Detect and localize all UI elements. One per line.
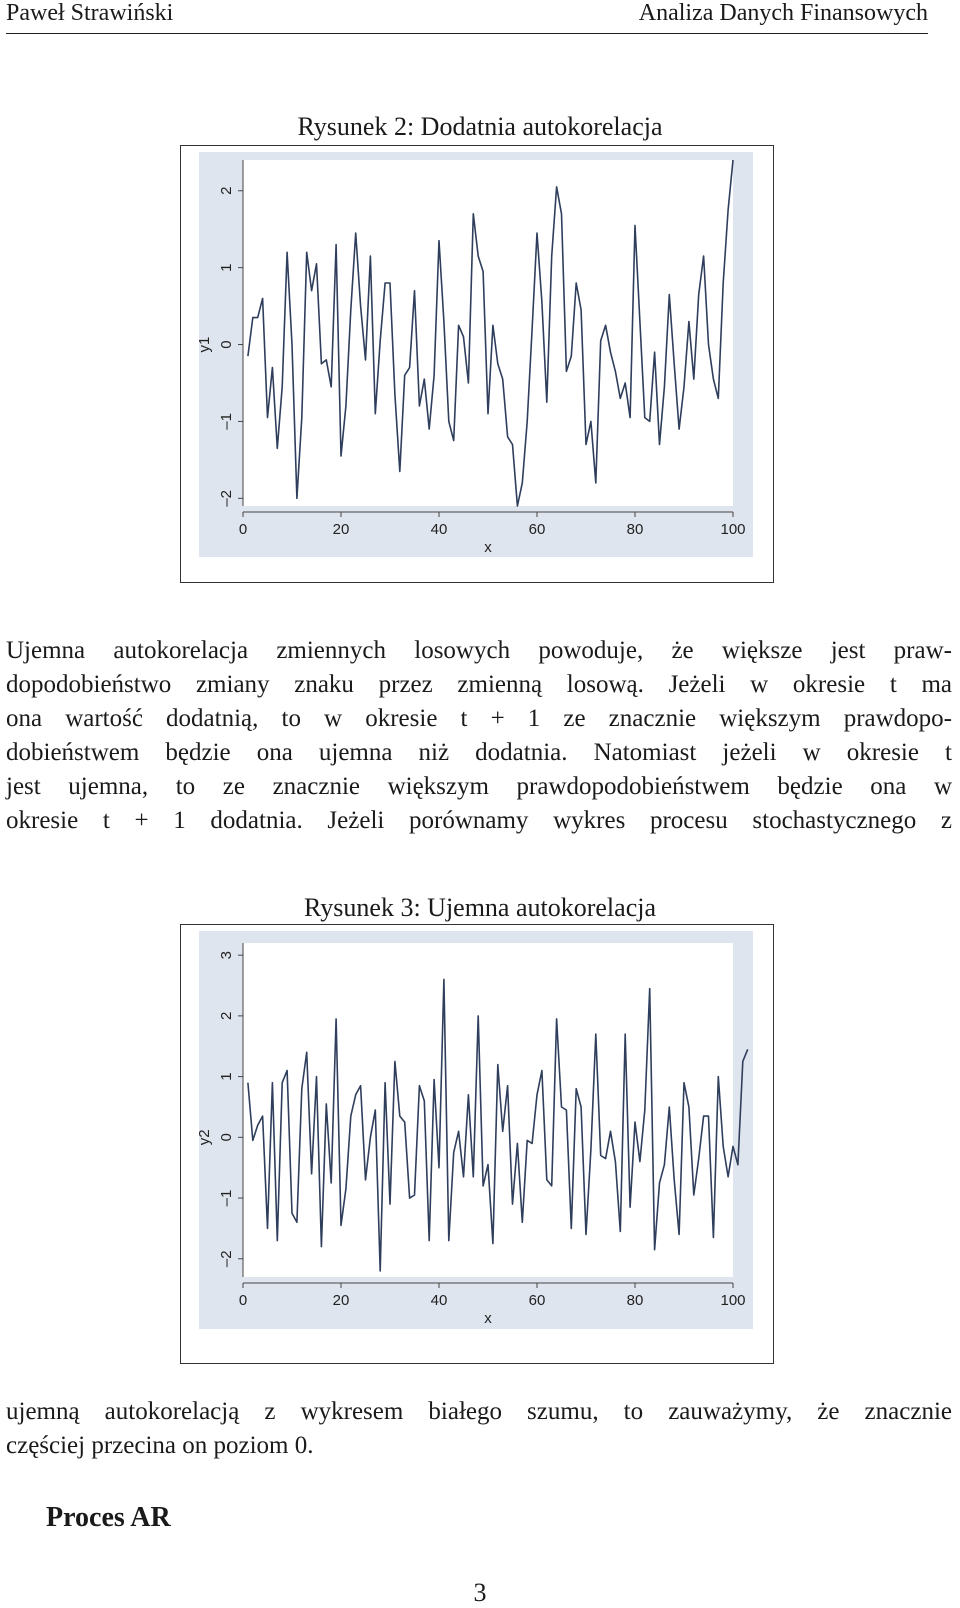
plot-area (243, 943, 733, 1277)
header-author: Paweł Strawiński (6, 0, 174, 26)
x-tick-label: 20 (332, 521, 350, 538)
paragraph-1-line: dopodobieństwo zmiany znaku przez zmienną losową. Jeżeli w okresie t ma (6, 671, 952, 698)
y-axis-label: y2 (196, 1129, 213, 1146)
x-tick-label: 80 (626, 521, 644, 538)
y-tick-label: 1 (218, 263, 235, 272)
y-tick-label: –2 (218, 1250, 235, 1268)
y-tick-label: –2 (218, 489, 235, 507)
paragraph-2-line: ujemną autokorelacją z wykresem białego szumu, to zauważymy, że znacznie (6, 1398, 952, 1425)
y-tick-label: 0 (218, 340, 235, 349)
y-tick-label: 2 (218, 1011, 235, 1021)
figure-3 (180, 924, 774, 1364)
paragraph-1-line: jest ujemna, to ze znacznie większym prawdopodobieństwem będzie ona w (6, 773, 952, 800)
x-tick-label: 100 (720, 521, 746, 538)
y-axis-label: y1 (196, 336, 213, 353)
paragraph-2 (6, 1395, 952, 1463)
y-tick-label: 2 (218, 186, 235, 195)
figure-2-caption: Rysunek 2: Dodatnia autokorelacja (297, 112, 663, 141)
page-number: 3 (473, 1578, 487, 1607)
x-tick-label: 60 (528, 1292, 546, 1309)
figure-2-chart (181, 146, 772, 581)
x-axis-label: x (484, 539, 492, 556)
x-tick-label: 40 (430, 521, 448, 538)
header-course: Analiza Danych Finansowych (638, 0, 928, 26)
figure-3-chart (181, 925, 772, 1362)
x-tick-label: 100 (720, 1292, 746, 1309)
x-tick-label: 60 (528, 521, 546, 538)
y-tick-label: –1 (218, 1189, 235, 1207)
x-tick-label: 20 (332, 1292, 350, 1309)
x-tick-label: 0 (238, 521, 248, 538)
x-axis-label: x (484, 1310, 492, 1327)
x-tick-label: 40 (430, 1292, 448, 1309)
section-heading: Proces AR (46, 1502, 171, 1533)
paragraph-1-line: okresie t + 1 dodatnia. Jeżeli porównamy wykres procesu stochastycznego z (6, 807, 952, 834)
plot-area (243, 160, 733, 506)
paragraph-1 (6, 634, 952, 838)
y-tick-label: –1 (218, 413, 235, 430)
figure-3-caption: Rysunek 3: Ujemna autokorelacja (303, 893, 656, 922)
paragraph-1-line: Ujemna autokorelacja zmiennych losowych powoduje, że większe jest praw- (6, 637, 952, 664)
x-tick-label: 0 (238, 1292, 248, 1309)
figure-2 (180, 145, 774, 583)
x-tick-label: 80 (626, 1292, 644, 1309)
paragraph-1-line: ona wartość dodatnią, to w okresie t + 1 ze znacznie większym prawdopo- (6, 705, 952, 732)
y-tick-label: 1 (218, 1072, 235, 1081)
page-header (6, 0, 928, 34)
y-tick-label: 0 (218, 1133, 235, 1142)
paragraph-1-line: dobieństwem będzie ona ujemna niż dodatnia. Natomiast jeżeli w okresie t (6, 739, 952, 766)
paragraph-2-line: częściej przecina on poziom 0. (6, 1432, 314, 1459)
y-tick-label: 3 (218, 950, 235, 960)
